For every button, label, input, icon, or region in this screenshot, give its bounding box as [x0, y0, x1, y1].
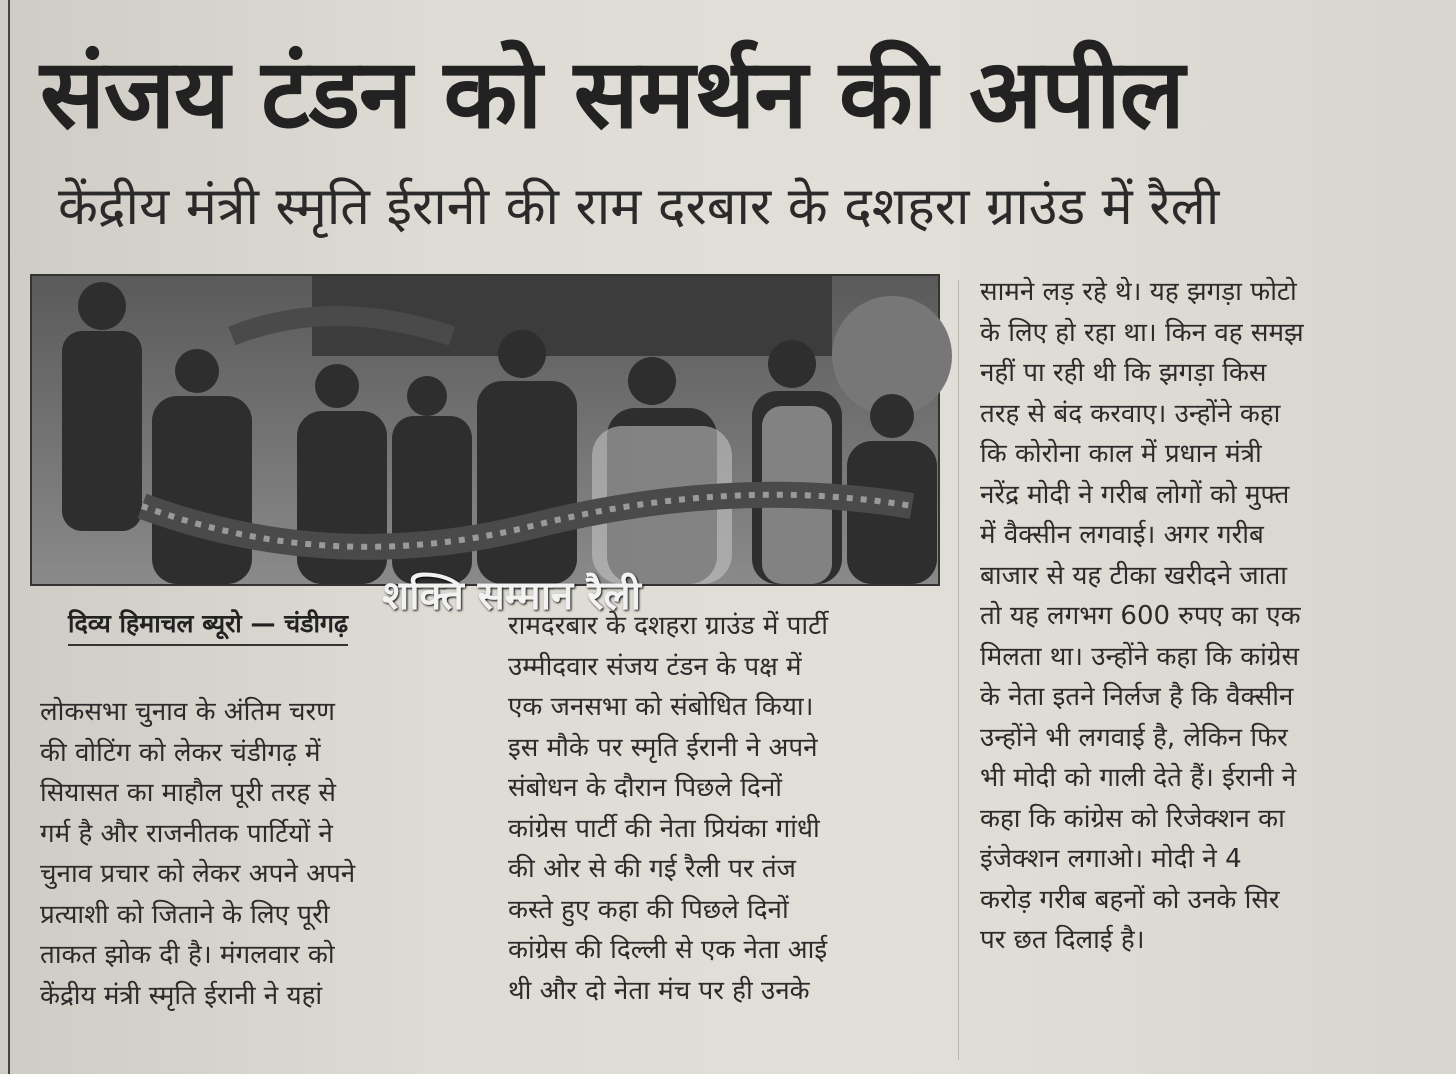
article-column-1 — [40, 692, 470, 1016]
article-line: ताकत झोक दी है। मंगलवार को — [40, 940, 335, 970]
article-column-3 — [980, 272, 1432, 961]
article-line: चुनाव प्रचार को लेकर अपने अपने — [40, 859, 356, 889]
article-line: संबोधन के दौरान पिछले दिनों — [508, 773, 783, 803]
article-line: भी मोदी को गाली देते हैं। ईरानी ने — [980, 763, 1297, 793]
article-line: थी और दो नेता मंच पर ही उनके — [508, 975, 810, 1006]
subheadline: केंद्रीय मंत्री स्मृति ईरानी की राम दरबार के दशहरा ग्राउंड में रैली — [58, 177, 1220, 237]
article-line: इस मौके पर स्मृति ईरानी ने अपने — [508, 732, 818, 763]
article-line: लोकसभा चुनाव के अंतिम चरण — [40, 697, 335, 727]
article-line: के लिए हो रहा था। किन वह समझ — [980, 317, 1304, 348]
article-line: कहा कि कांग्रेस को रिजेक्शन का — [980, 803, 1285, 834]
article-line: रामदरबार के दशहरा ग्राउंड में पार्टी — [508, 611, 828, 641]
article-line: इंजेक्शन लगाओ। मोदी ने 4 — [980, 844, 1242, 874]
rally-photo-illustration — [32, 276, 938, 584]
article-line: में वैक्सीन लगवाई। अगर गरीब — [980, 520, 1264, 550]
article-line: उन्होंने भी लगवाई है, लेकिन फिर — [980, 722, 1288, 753]
article-column-2 — [508, 606, 938, 1011]
article-line: कांग्रेस की दिल्ली से एक नेता आई — [508, 935, 828, 965]
article-line: तरह से बंद करवाए। उन्होंने कहा — [980, 398, 1281, 429]
article-line: प्रत्याशी को जिताने के लिए पूरी — [40, 899, 330, 930]
article-line: सियासत का माहौल पूरी तरह से — [40, 778, 336, 808]
article-line: मिलता था। उन्होंने कहा कि कांग्रेस — [980, 641, 1300, 672]
rally-photo — [30, 274, 940, 619]
article-line: की वोटिंग को लेकर चंडीगढ़ में — [40, 737, 321, 768]
article-line: पर छत दिलाई है। — [980, 925, 1145, 955]
article-line: नरेंद्र मोदी ने गरीब लोगों को मुफ्त — [980, 479, 1290, 510]
article-line: एक जनसभा को संबोधित किया। — [508, 692, 814, 722]
article-line: नहीं पा रही थी कि झगड़ा किस — [980, 358, 1267, 388]
article-line: सामने लड़ रहे थे। यह झगड़ा फोटो — [980, 277, 1297, 307]
article-line: करोड़ गरीब बहनों को उनके सिर — [980, 884, 1280, 915]
article-line: कस्ते हुए कहा की पिछले दिनों — [508, 894, 789, 925]
column-rule-2 — [958, 280, 959, 1060]
article-line: तो यह लगभग 600 रुपए का एक — [980, 601, 1301, 631]
article-line: कांग्रेस पार्टी की नेता प्रियंका गांधी — [508, 813, 820, 844]
article-line: केंद्रीय मंत्री स्मृति ईरानी ने यहां — [40, 980, 323, 1011]
article-line: की ओर से की गई रैली पर तंज — [508, 854, 796, 884]
photo-banner-text: शक्ति सम्मान रैली — [382, 573, 641, 619]
headline: संजय टंडन को समर्थन की अपील — [40, 38, 1184, 150]
article-line: उम्मीदवार संजय टंडन के पक्ष में — [508, 651, 802, 682]
left-column-rule — [8, 0, 10, 1074]
article-line: गर्म है और राजनीतक पार्टियों ने — [40, 818, 333, 849]
byline: दिव्य हिमाचल ब्यूरो — चंडीगढ़ — [68, 606, 348, 646]
article-line: कि कोरोना काल में प्रधान मंत्री — [980, 439, 1262, 469]
article-line: बाजार से यह टीका खरीदने जाता — [980, 560, 1288, 591]
article-line: के नेता इतने निर्लज है कि वैक्सीन — [980, 682, 1294, 712]
